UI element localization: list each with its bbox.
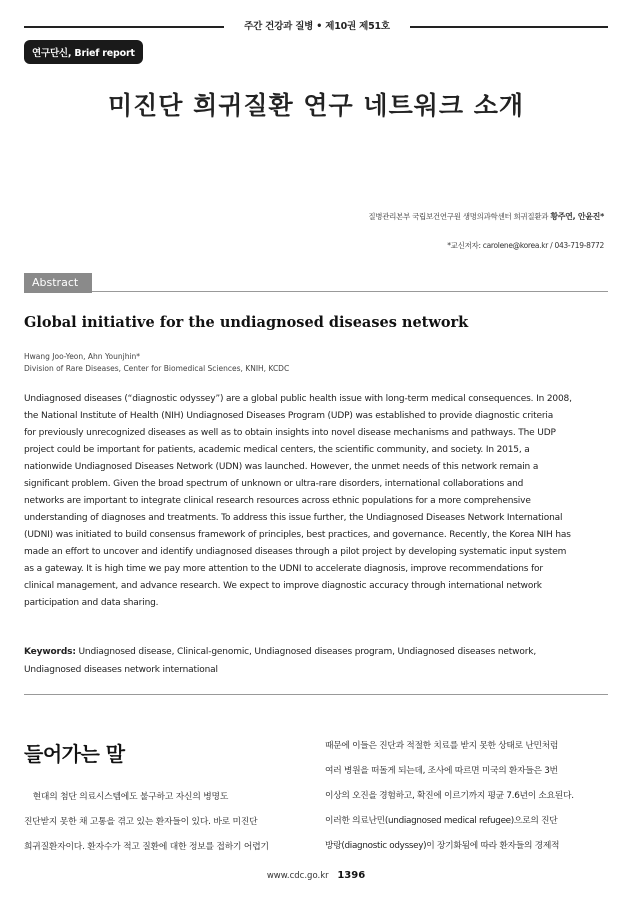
body-line: 여러 병원을 떠돌게 되는데, 조사에 따르면 미국의 환자들은 3번 xyxy=(325,766,558,776)
header-rule-left xyxy=(24,26,224,28)
abstract-line: understanding of diagnoses and treatments. To address this issue further, the Undiagnosed Diseases Network International xyxy=(24,513,563,523)
english-title: Global initiative for the undiagnosed diseases network xyxy=(24,314,469,331)
abstract-line: for previously unrecognized diseases as well as to obtain insights into novel disease mechanisms and pathways. The UDP xyxy=(24,428,556,438)
keywords-list-continued: Undiagnosed diseases network international xyxy=(24,665,218,675)
abstract-label: Abstract xyxy=(24,273,92,293)
page-number: 1396 xyxy=(337,870,366,881)
body-line: 방랑(diagnostic odyssey)이 장기화됨에 따라 환자들의 경제적 xyxy=(325,841,560,851)
corresponding-contact: *교신저자: carolene@korea.kr / 043-719-8772 xyxy=(447,241,604,250)
section-divider xyxy=(24,694,608,695)
english-authors: Hwang Joo-Yeon, Ahn Younjhin* xyxy=(24,352,141,361)
page-footer xyxy=(0,870,632,881)
page-title: 미진단 희귀질환 연구 네트워크 소개 xyxy=(107,91,525,120)
keywords-label: Keywords: xyxy=(24,647,76,657)
abstract-line: project could be important for patients, academic medical centers, the scientific community, and society. In 2015, a xyxy=(24,445,530,455)
header-rule-right xyxy=(410,26,608,28)
abstract-line: Undiagnosed diseases (“diagnostic odyssey”) are a global public health issue with long-term medical consequences. In 2008, xyxy=(24,394,572,404)
body-line: 이러한 의료난민(undiagnosed medical refugee)으로의 진단 xyxy=(325,816,558,826)
body-line: 진단받지 못한 채 고통을 겪고 있는 환자들이 있다. 바로 미진단 xyxy=(24,817,258,827)
abstract-heading xyxy=(24,273,608,293)
body-line: 때문에 이들은 진단과 적절한 치료를 받지 못한 상태로 난민처럼 xyxy=(325,741,559,751)
abstract-line: networks are important to integrate clinical research resources across ethnic populations for a more comprehensive xyxy=(24,496,531,506)
journal-header xyxy=(24,18,608,34)
abstract-line: (UDNI) was initiated to build consensus framework of principles, best practices, and governance. Recently, the Korea NIH has xyxy=(24,530,571,540)
abstract-rule xyxy=(92,291,608,292)
abstract-line: nationwide Undiagnosed Diseases Network (UDN) was launched. However, the unmet needs of this network remain a xyxy=(24,462,539,472)
body-line: 현대의 첨단 의료시스템에도 불구하고 자신의 병명도 xyxy=(24,792,229,802)
author-affiliation: 질병관리본부 국립보건연구원 생명의과학센터 희귀질환과 xyxy=(368,212,549,221)
authors-korean xyxy=(368,211,604,222)
body-column-right xyxy=(325,734,608,859)
abstract-line: as a gateway. It is high time we pay more attention to the UDNI to accelerate diagnosis, improve recommendations for xyxy=(24,564,543,574)
report-type-badge: 연구단신, Brief report xyxy=(24,40,143,64)
body-line: 희귀질환자이다. 환자수가 적고 질환에 대한 정보를 접하기 어렵기 xyxy=(24,842,269,852)
footer-url[interactable]: www.cdc.go.kr xyxy=(266,871,329,881)
abstract-body xyxy=(24,391,608,612)
keywords-block xyxy=(24,643,608,679)
body-column-left xyxy=(24,785,304,860)
abstract-line: the National Institute of Health (NIH) Undiagnosed Diseases Program (UDP) was established to provide diagnostic criteria xyxy=(24,411,554,421)
english-affiliation: Division of Rare Diseases, Center for Biomedical Sciences, KNIH, KCDC xyxy=(24,364,290,373)
author-names: 황주연, 안윤진* xyxy=(550,212,604,221)
abstract-line: clinical management, and advance research. We expect to improve diagnostic accuracy through international network xyxy=(24,581,542,591)
intro-heading: 들어가는 말 xyxy=(24,742,125,766)
journal-issue: 주간 건강과 질병 • 제10권 제51호 xyxy=(244,21,390,32)
abstract-line: made an effort to uncover and identify undiagnosed diseases through a pilot project by developing systematic input system xyxy=(24,547,567,557)
keywords-list: Undiagnosed disease, Clinical-genomic, Undiagnosed diseases program, Undiagnosed diseases network, xyxy=(75,647,537,657)
abstract-line: participation and data sharing. xyxy=(24,598,159,608)
body-line: 이상의 오진을 경험하고, 확진에 이르기까지 평균 7.6년이 소요된다. xyxy=(325,791,574,801)
abstract-line: significant problem. Given the broad spectrum of unknown or ultra-rare disorders, international collaborations and xyxy=(24,479,524,489)
english-authors-block xyxy=(24,351,289,375)
